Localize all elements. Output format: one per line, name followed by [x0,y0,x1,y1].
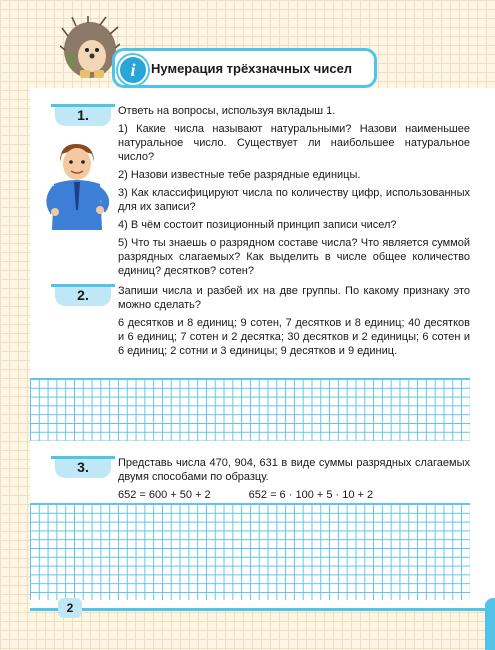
task-2-text [118,284,470,362]
info-icon: i [118,55,148,85]
task-3-number: 3. [55,456,111,478]
page-number: 2 [58,598,82,618]
answer-grid-task-3[interactable] [30,503,470,600]
task-2-numbers: 6 десятков и 8 единиц; 9 сотен, 7 десятков и 8 единиц; 40 десятков и 6 единиц; 7 сотен и 2 десятка; 30 десятков и 2 единицы; 6 сотен и 6 единиц; 2 сотни и 3 единицы; 9 десятков и 9 единиц. [118,317,470,357]
task-1-intro: Ответь на вопросы, используя вкладыш 1. [118,105,336,117]
footer-line [30,608,485,611]
task-1-question-1: 1) Какие числа называют натуральными? Назови наименьшее натуральное число. Существует ли наибольшее натуральное число? [118,123,470,163]
task-3-examples [118,488,470,502]
answer-grid-task-2[interactable] [30,378,470,441]
example-sum-2: 652 = 6 · 100 + 5 · 10 + 2 [248,489,374,501]
task-1-number: 1. [55,104,111,126]
task-3-intro: Представь числа 470, 904, 631 в виде суммы разрядных слагаемых двумя способами по образцу. [118,457,470,483]
lesson-title-bar [112,48,377,88]
task-3-text [118,456,470,502]
boy-illustration [40,140,112,236]
task-2-intro: Запиши числа и разбей их на две группы. По какому признаку это можно сделать? [118,285,470,311]
task-2-number: 2. [55,284,111,306]
task-1-question-2: 2) Назови известные тебе разрядные единицы. [118,169,361,181]
example-sum-1: 652 = 600 + 50 + 2 [118,489,211,501]
hedgehog-illustration [60,16,120,82]
task-1-question-5: 5) Что ты знаешь о разрядном составе числа? Что является суммой разрядных слагаемых? Как выделить в числе общее количество единиц? десятков? сотен? [118,237,470,277]
page-edge-decoration [485,598,495,650]
lesson-title: Нумерация трёхзначных чисел [151,61,353,76]
task-1-text [118,104,470,282]
task-1-question-4: 4) В чём состоит позиционный принцип записи чисел? [118,219,397,231]
task-1-question-3: 3) Как классифицируют числа по количеству цифр, использованных для их записи? [118,187,470,213]
